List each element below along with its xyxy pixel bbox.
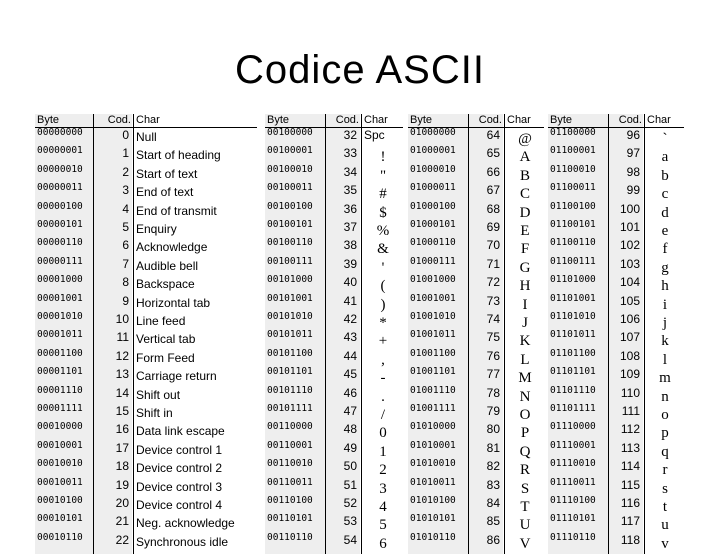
- code-value: 45: [343, 367, 357, 382]
- char-glyph: f: [662, 241, 668, 258]
- code-value: 40: [343, 275, 357, 290]
- code-value: 116: [620, 496, 640, 510]
- code-value: 96: [626, 128, 640, 142]
- char-glyph: #: [379, 186, 387, 203]
- char-name: End of text: [136, 185, 194, 200]
- ascii-panel: [548, 114, 684, 554]
- char-glyph: i: [662, 296, 668, 313]
- char-glyph: ,: [381, 351, 385, 368]
- header-char: Char: [364, 114, 388, 126]
- code-value: 20: [115, 496, 129, 510]
- byte-value: 01101101: [550, 366, 596, 378]
- char-glyph: p: [661, 425, 669, 442]
- header-char: Char: [647, 114, 671, 126]
- char-name: Shift out: [136, 387, 181, 402]
- char-glyph: Q: [519, 443, 531, 460]
- char-glyph: e: [661, 223, 669, 239]
- code-value: 82: [486, 459, 500, 474]
- code-value: 66: [486, 164, 500, 179]
- code-value: 98: [626, 164, 640, 179]
- code-value: 64: [486, 128, 500, 142]
- byte-value: 01001101: [410, 366, 456, 378]
- char-name: End of transmit: [136, 203, 217, 218]
- code-value: 99: [626, 183, 640, 198]
- code-value: 70: [486, 238, 500, 253]
- code-value: 114: [620, 459, 640, 474]
- byte-value: 00010001: [37, 439, 83, 451]
- header-byte: Byte: [550, 114, 573, 126]
- char-name: Device control 2: [136, 461, 223, 476]
- byte-value: 01000010: [410, 163, 456, 175]
- byte-value: 01000100: [410, 200, 456, 212]
- code-value: 77: [486, 367, 500, 382]
- byte-value: 00010101: [37, 513, 83, 525]
- byte-value: 00100100: [267, 200, 313, 212]
- code-value: 21: [115, 514, 129, 529]
- char-glyph: 5: [379, 517, 387, 534]
- char-glyph: 0: [379, 425, 387, 442]
- code-value: 13: [115, 367, 129, 382]
- char-name: Data link escape: [136, 424, 225, 439]
- column-divider: [644, 114, 645, 554]
- byte-value: 00100101: [267, 219, 313, 230]
- code-value: 36: [343, 201, 357, 216]
- char-glyph: S: [520, 480, 530, 497]
- code-value: 112: [620, 422, 640, 437]
- char-glyph: r: [662, 462, 668, 479]
- char-glyph: M: [518, 370, 532, 387]
- code-value: 74: [486, 312, 500, 326]
- char-name: Line feed: [136, 314, 186, 328]
- byte-value: 00000100: [37, 200, 83, 212]
- code-value: 73: [486, 293, 500, 308]
- char-name: Device control 4: [136, 498, 223, 512]
- char-glyph: t: [662, 499, 668, 515]
- char-glyph: @: [518, 131, 532, 147]
- byte-value: 00010011: [37, 476, 83, 488]
- char-glyph: !: [380, 149, 386, 166]
- code-value: 68: [486, 201, 500, 216]
- byte-value: 01001011: [410, 329, 456, 341]
- char-glyph: L: [520, 351, 530, 368]
- byte-value: 00000001: [37, 145, 83, 157]
- code-value: 113: [620, 440, 640, 455]
- char-name: Spc: [364, 128, 385, 142]
- code-value: 108: [619, 348, 640, 363]
- byte-value: 01010110: [410, 531, 456, 543]
- code-value: 83: [486, 477, 500, 492]
- code-value: 76: [486, 348, 500, 363]
- char-glyph: ": [379, 167, 387, 184]
- char-name: Start of heading: [136, 148, 221, 163]
- char-name: Vertical tab: [136, 332, 196, 347]
- header-code: Cod.: [478, 114, 502, 126]
- header-byte: Byte: [37, 114, 60, 126]
- byte-value: 00110101: [267, 513, 313, 525]
- byte-value: 00001110: [37, 384, 83, 396]
- char-name: Device control 3: [136, 479, 223, 494]
- code-value: 17: [115, 440, 129, 455]
- char-glyph: O: [519, 407, 531, 423]
- char-glyph: b: [661, 167, 669, 184]
- char-glyph: g: [661, 259, 669, 276]
- byte-value: 01010010: [410, 458, 456, 470]
- char-glyph: D: [519, 204, 531, 221]
- byte-value: 00110000: [267, 421, 313, 433]
- code-value: 79: [486, 404, 500, 418]
- byte-value: 01110010: [550, 458, 596, 470]
- code-value: 34: [343, 164, 357, 179]
- byte-value: 00000010: [37, 163, 83, 175]
- code-value: 86: [486, 532, 500, 547]
- char-glyph: A: [519, 149, 531, 166]
- code-value: 52: [343, 496, 357, 510]
- byte-value: 00000000: [37, 127, 83, 138]
- code-value: 105: [619, 293, 640, 308]
- char-name: Device control 1: [136, 442, 223, 457]
- char-glyph: n: [661, 388, 669, 405]
- byte-value: 01101000: [550, 274, 596, 286]
- code-value: 103: [619, 256, 640, 271]
- char-glyph: l: [662, 351, 668, 368]
- code-value: 41: [343, 293, 357, 308]
- char-glyph: +: [378, 333, 388, 350]
- code-value: 101: [619, 220, 640, 234]
- char-glyph: H: [519, 278, 531, 295]
- code-value: 2: [122, 164, 129, 179]
- char-glyph: o: [661, 407, 669, 423]
- code-value: 3: [122, 183, 129, 198]
- code-value: 12: [115, 348, 129, 363]
- code-value: 80: [486, 422, 500, 437]
- code-value: 5: [122, 220, 129, 234]
- byte-value: 01101010: [550, 311, 596, 322]
- byte-value: 00000101: [37, 219, 83, 230]
- byte-value: 00010010: [37, 458, 83, 470]
- code-value: 107: [619, 330, 640, 345]
- char-glyph: j: [662, 315, 668, 331]
- byte-value: 01110110: [550, 531, 596, 543]
- char-glyph: ): [380, 296, 386, 313]
- code-value: 6: [122, 238, 129, 253]
- code-value: 35: [343, 183, 357, 198]
- code-value: 7: [122, 256, 129, 271]
- code-value: 106: [619, 312, 640, 326]
- char-glyph: I: [522, 296, 528, 313]
- byte-value: 01100101: [550, 219, 596, 230]
- byte-value: 00100010: [267, 163, 313, 175]
- byte-value: 01110100: [550, 495, 596, 506]
- byte-value: 01000101: [410, 219, 456, 230]
- code-value: 85: [486, 514, 500, 529]
- byte-value: 00110011: [267, 476, 313, 488]
- code-value: 81: [486, 440, 500, 455]
- code-value: 15: [115, 404, 129, 418]
- char-glyph: q: [661, 443, 669, 460]
- char-name: Backspace: [136, 277, 195, 292]
- code-value: 49: [343, 440, 357, 455]
- header-byte: Byte: [410, 114, 433, 126]
- header-char: Char: [507, 114, 531, 126]
- header-char: Char: [136, 114, 160, 126]
- char-glyph: K: [519, 333, 531, 350]
- byte-value: 01100011: [550, 182, 596, 194]
- char-glyph: C: [519, 186, 530, 203]
- byte-value: 01101110: [550, 384, 596, 396]
- byte-value: 01001100: [410, 347, 456, 359]
- byte-value: 00001100: [37, 347, 83, 359]
- code-value: 72: [486, 275, 500, 290]
- byte-value: 00110010: [267, 458, 313, 470]
- byte-value: 01001010: [410, 311, 456, 322]
- byte-value: 00010100: [37, 495, 83, 506]
- code-value: 54: [343, 532, 357, 547]
- byte-value: 00101100: [267, 347, 313, 359]
- byte-value: 00110001: [267, 439, 313, 451]
- char-glyph: 6: [379, 535, 387, 552]
- char-glyph: 4: [379, 499, 387, 515]
- char-name: Shift in: [136, 406, 173, 420]
- char-name: Enquiry: [136, 222, 177, 236]
- char-glyph: P: [520, 425, 530, 442]
- char-glyph: E: [520, 223, 530, 239]
- code-value: 38: [343, 238, 357, 253]
- code-value: 4: [122, 201, 129, 216]
- char-name: Neg. acknowledge: [136, 516, 235, 531]
- byte-value: 00100110: [267, 237, 313, 249]
- byte-value: 01100100: [550, 200, 596, 212]
- column-divider: [504, 114, 505, 554]
- code-value: 46: [343, 385, 357, 400]
- code-value: 16: [115, 422, 129, 437]
- code-value: 44: [343, 348, 357, 363]
- byte-value: 01010101: [410, 513, 456, 525]
- byte-value: 00100011: [267, 182, 313, 194]
- char-glyph: v: [661, 535, 669, 552]
- char-name: Audible bell: [136, 258, 199, 273]
- byte-value: 01110011: [550, 476, 596, 488]
- byte-value: 00001001: [37, 292, 83, 304]
- byte-value: 00101000: [267, 274, 313, 286]
- byte-value: 01010000: [410, 421, 456, 433]
- char-glyph: m: [659, 370, 671, 387]
- code-value: 75: [486, 330, 500, 345]
- char-glyph: h: [661, 278, 669, 295]
- code-value: 50: [343, 459, 357, 474]
- code-value: 19: [115, 477, 129, 492]
- char-glyph: ': [381, 259, 385, 276]
- byte-value: 01001110: [410, 384, 456, 396]
- byte-value: 00101101: [267, 366, 313, 378]
- char-glyph: s: [662, 480, 668, 497]
- byte-value: 00101010: [267, 311, 313, 322]
- char-glyph: u: [661, 517, 669, 534]
- header-code: Cod.: [335, 114, 359, 126]
- page-title: Codice ASCII: [235, 48, 485, 92]
- char-name: Carriage return: [136, 369, 217, 384]
- char-glyph: &: [377, 241, 389, 258]
- byte-value: 00100001: [267, 145, 313, 157]
- ascii-panel: [265, 114, 403, 554]
- code-value: 78: [486, 385, 500, 400]
- byte-value: 00001111: [37, 403, 83, 414]
- code-value: 117: [620, 514, 640, 529]
- char-glyph: V: [519, 535, 531, 552]
- header-code: Cod.: [618, 114, 642, 126]
- char-glyph: /: [380, 407, 386, 423]
- char-name: Synchronous idle: [136, 534, 229, 549]
- char-name: Acknowledge: [136, 240, 208, 255]
- code-value: 32: [343, 128, 357, 142]
- code-value: 42: [343, 312, 357, 326]
- char-glyph: F: [520, 241, 530, 258]
- char-glyph: B: [519, 167, 530, 184]
- char-glyph: k: [661, 333, 669, 350]
- char-glyph: N: [519, 388, 531, 405]
- byte-value: 01100110: [550, 237, 596, 249]
- code-value: 115: [620, 477, 640, 492]
- byte-value: 01000110: [410, 237, 456, 249]
- byte-value: 01000011: [410, 182, 456, 194]
- byte-value: 00101110: [267, 384, 313, 396]
- byte-value: 01110001: [550, 439, 596, 451]
- byte-value: 00110100: [267, 495, 313, 506]
- char-glyph: 3: [379, 480, 387, 497]
- char-name: Null: [136, 130, 157, 144]
- code-value: 1: [122, 146, 129, 161]
- char-name: Start of text: [136, 166, 198, 181]
- code-value: 33: [343, 146, 357, 161]
- byte-value: 01010001: [410, 439, 456, 451]
- char-glyph: G: [519, 259, 531, 276]
- byte-value: 01001111: [410, 403, 456, 414]
- code-value: 100: [619, 201, 640, 216]
- code-value: 39: [343, 256, 357, 271]
- byte-value: 00000111: [37, 255, 83, 267]
- code-value: 111: [621, 404, 640, 418]
- code-value: 11: [116, 330, 129, 345]
- byte-value: 01000001: [410, 145, 456, 157]
- byte-value: 01101001: [550, 292, 596, 304]
- column-divider: [361, 114, 362, 554]
- byte-value: 01010100: [410, 495, 456, 506]
- char-glyph: %: [376, 223, 390, 239]
- char-glyph: $: [379, 204, 387, 221]
- char-glyph: -: [380, 370, 386, 387]
- char-glyph: T: [520, 499, 530, 515]
- char-glyph: c: [661, 186, 669, 203]
- byte-value: 00101011: [267, 329, 313, 341]
- char-glyph: `: [662, 131, 668, 147]
- ascii-panel: [35, 114, 257, 554]
- byte-value: 00001000: [37, 274, 83, 286]
- column-divider: [133, 114, 134, 554]
- char-glyph: J: [522, 315, 528, 331]
- code-value: 51: [343, 477, 357, 492]
- code-value: 104: [619, 275, 640, 290]
- byte-value: 00000011: [37, 182, 83, 194]
- code-value: 8: [122, 275, 129, 290]
- byte-value: 01100000: [550, 127, 596, 138]
- byte-value: 00100000: [267, 127, 313, 138]
- byte-value: 01101100: [550, 347, 596, 359]
- code-value: 53: [343, 514, 357, 529]
- byte-value: 01001000: [410, 274, 456, 286]
- code-value: 65: [486, 146, 500, 161]
- code-value: 109: [619, 367, 640, 382]
- code-value: 102: [619, 238, 640, 253]
- code-value: 10: [115, 312, 129, 326]
- byte-value: 00001101: [37, 366, 83, 378]
- byte-value: 00110110: [267, 531, 313, 543]
- byte-value: 00101001: [267, 292, 313, 304]
- byte-value: 01101111: [550, 403, 596, 414]
- code-value: 9: [122, 293, 129, 308]
- code-value: 48: [343, 422, 357, 437]
- byte-value: 00101111: [267, 403, 313, 414]
- byte-value: 01110000: [550, 421, 596, 433]
- code-value: 110: [620, 385, 640, 400]
- code-value: 84: [486, 496, 500, 510]
- byte-value: 01101011: [550, 329, 596, 341]
- code-value: 118: [620, 532, 640, 547]
- char-name: Horizontal tab: [136, 295, 211, 310]
- code-value: 22: [115, 532, 129, 547]
- byte-value: 00000110: [37, 237, 83, 249]
- char-glyph: *: [379, 315, 387, 331]
- header-byte: Byte: [267, 114, 290, 126]
- code-value: 0: [122, 128, 129, 142]
- code-value: 67: [486, 183, 500, 198]
- code-value: 71: [486, 256, 500, 271]
- byte-value: 01110101: [550, 513, 596, 525]
- byte-value: 01100001: [550, 145, 596, 157]
- char-glyph: a: [661, 149, 669, 166]
- byte-value: 01010011: [410, 476, 456, 488]
- ascii-panel: [408, 114, 544, 554]
- byte-value: 00001010: [37, 311, 83, 322]
- code-value: 14: [115, 385, 129, 400]
- code-value: 97: [626, 146, 640, 161]
- char-glyph: 1: [379, 443, 387, 460]
- char-glyph: d: [661, 204, 669, 221]
- header-code: Cod.: [107, 114, 131, 126]
- byte-value: 01000000: [410, 127, 456, 138]
- char-glyph: .: [381, 388, 385, 405]
- code-value: 43: [343, 330, 357, 345]
- code-value: 18: [115, 459, 129, 474]
- char-name: Form Feed: [136, 350, 195, 365]
- byte-value: 01100010: [550, 163, 596, 175]
- code-value: 69: [486, 220, 500, 234]
- byte-value: 00100111: [267, 255, 313, 267]
- byte-value: 00010000: [37, 421, 83, 433]
- code-value: 37: [343, 220, 357, 234]
- char-glyph: (: [380, 278, 386, 295]
- char-glyph: R: [519, 462, 530, 479]
- char-glyph: 2: [379, 462, 387, 479]
- char-glyph: U: [519, 517, 531, 534]
- byte-value: 01100111: [550, 255, 596, 267]
- byte-value: 00001011: [37, 329, 83, 341]
- code-value: 47: [343, 404, 357, 418]
- byte-value: 01001001: [410, 292, 456, 304]
- byte-value: 00010110: [37, 531, 83, 543]
- byte-value: 01000111: [410, 255, 456, 267]
